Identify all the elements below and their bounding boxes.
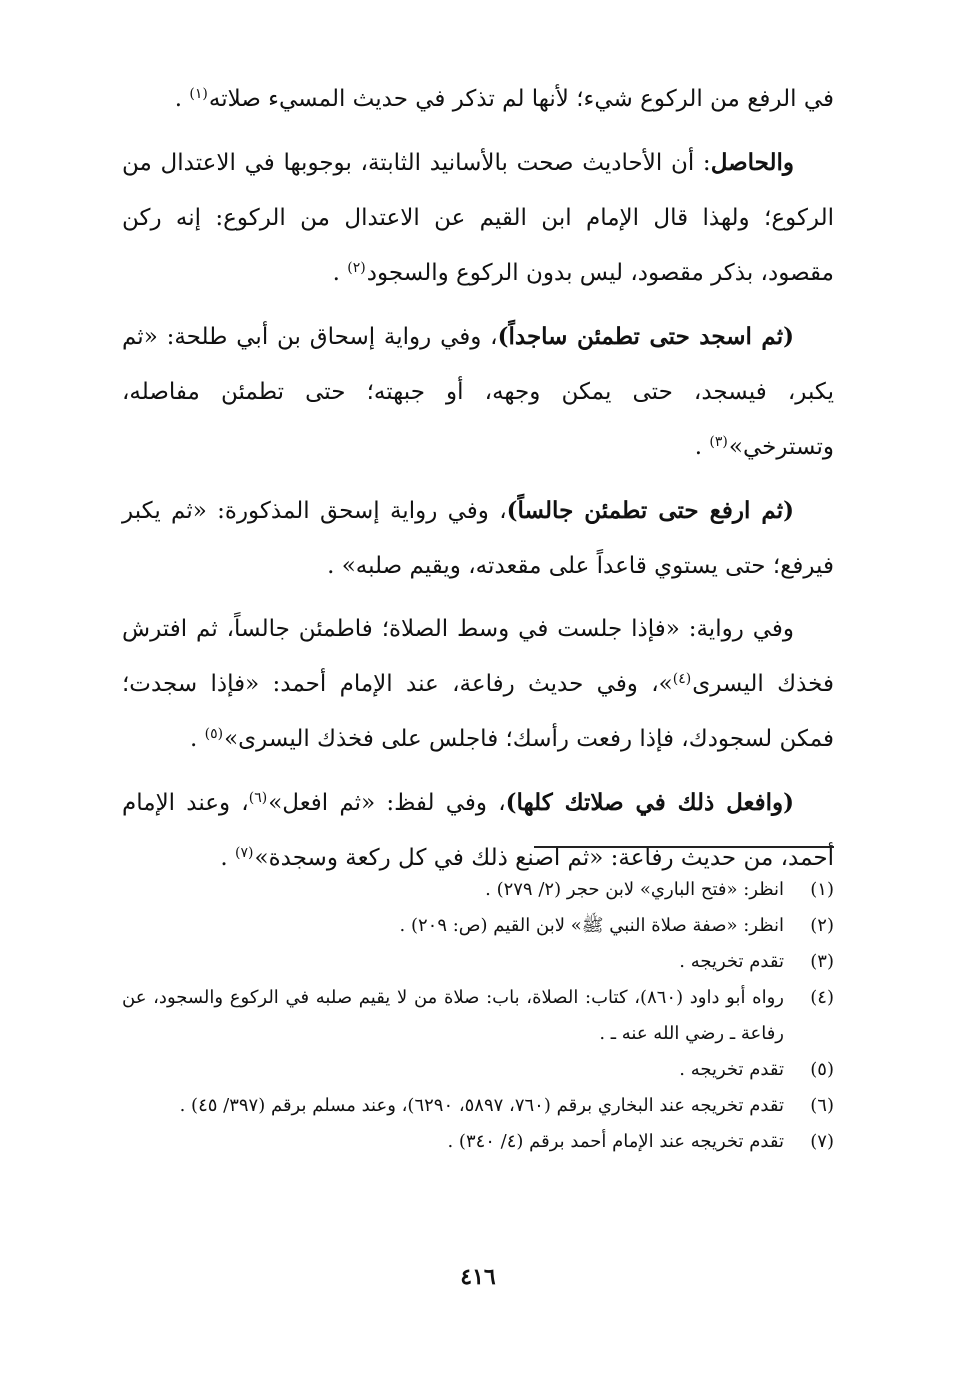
footnote-item bbox=[122, 944, 834, 980]
paragraph-5 bbox=[122, 602, 834, 767]
paragraph-text: ، وفي رواية إسحق المذكورة: «ثم يكبر فيرفع؛ حتى يستوي قاعداً على مقعدته، ويقيم صلبه» . bbox=[122, 498, 834, 579]
footnote-item bbox=[122, 1052, 834, 1088]
paragraph-tail: »، وفي حديث رفاعة، عند الإمام أحمد: «فإذا سجدت؛ فمكن لسجودك، فإذا رفعت رأسك؛ فاجلس على فخذك اليسرى» bbox=[122, 671, 834, 752]
paragraph-tail: ، وعند الإمام أحمد، من حديث رفاعة: «ثم اصنع ذلك في كل ركعة وسجدة» bbox=[122, 790, 834, 871]
paragraph-tail: . bbox=[220, 845, 236, 871]
paragraph-tail: . bbox=[190, 726, 205, 752]
paragraph-tail: . bbox=[332, 260, 348, 286]
paragraph-2 bbox=[122, 135, 834, 301]
paragraph-tail: . bbox=[694, 434, 710, 460]
footnote-ref[interactable]: (٢) bbox=[347, 259, 366, 276]
footnote-number: (٢) bbox=[810, 915, 834, 936]
footnote-ref[interactable]: (٥) bbox=[204, 725, 224, 742]
paragraph-3 bbox=[122, 309, 834, 475]
footnote-text: رواه أبو داود (٨٦٠)، كتاب: الصلاة، باب: صلاة من لا يقيم صلبه في الركوع والسجود، عن رفاعة ـ رضي الله عنه ـ . bbox=[122, 987, 784, 1044]
footnote-item bbox=[122, 872, 834, 908]
paragraph-1 bbox=[122, 72, 834, 127]
page-number: ٤١٦ bbox=[460, 1264, 496, 1290]
footnote-item bbox=[122, 1088, 834, 1124]
footnote-ref[interactable]: (١) bbox=[189, 85, 208, 102]
paragraph-text: في الرفع من الركوع شيء؛ لأنها لم تذكر في حديث المسيء صلاته bbox=[208, 86, 834, 112]
footnote-item bbox=[122, 980, 834, 1052]
paragraph-lead: (ثم اسجد حتى تطمئن ساجداً) bbox=[497, 323, 794, 350]
footnote-number: (١) bbox=[810, 879, 834, 900]
footnote-number: (٧) bbox=[810, 1131, 834, 1152]
footnote-text: انظر: «صفة صلاة النبي ﷺ» لابن القيم (ص: ٢٠٩) . bbox=[399, 915, 784, 936]
footnote-ref[interactable]: (٦) bbox=[248, 789, 268, 806]
paragraph-text: : أن الأحاديث صحت بالأسانيد الثابتة، بوجوبها في الاعتدال من الركوع؛ ولهذا قال الإمام ابن القيم عن الاعتدال من الركوع: إنه ركن مقصود، بذكر مقصود، ليس بدون الركوع والسجود bbox=[122, 150, 834, 286]
paragraph-text: ، وفي لفظ: «ثم افعل» bbox=[268, 790, 506, 816]
footnote-text: تقدم تخريجه . bbox=[679, 951, 784, 972]
footnotes bbox=[122, 872, 834, 1160]
footnote-text: انظر: «فتح الباري» لابن حجر (٢/ ٢٧٩) . bbox=[485, 879, 784, 900]
footnote-number: (٣) bbox=[810, 951, 834, 972]
footnote-number: (٥) bbox=[810, 1059, 834, 1080]
paragraph-text: وفي رواية: «فإذا جلست في وسط الصلاة؛ فاطمئن جالساً، ثم افترش فخذك اليسرى bbox=[122, 616, 834, 697]
footnote-number: (٦) bbox=[810, 1095, 834, 1116]
paragraph-lead: (وافعل ذلك في صلاتك كلها) bbox=[505, 789, 794, 816]
footnote-divider bbox=[534, 846, 834, 848]
footnote-item bbox=[122, 1124, 834, 1160]
footnote-ref[interactable]: (٤) bbox=[672, 670, 692, 687]
paragraph-4 bbox=[122, 483, 834, 594]
main-text bbox=[122, 72, 834, 894]
footnote-ref[interactable]: (٧) bbox=[235, 844, 254, 861]
footnote-ref[interactable]: (٣) bbox=[709, 433, 728, 450]
paragraph-tail: . bbox=[174, 86, 190, 112]
footnote-text: تقدم تخريجه عند البخاري برقم (٧٦٠، ٥٨٩٧، ٦٢٩٠)، وعند مسلم برقم (٣٩٧/ ٤٥) . bbox=[179, 1095, 784, 1116]
paragraph-text: ، وفي رواية إسحاق بن أبي طلحة: «ثم يكبر، فيسجد، حتى يمكن وجهه، أو جبهته؛ حتى تطمئن مفاصله، وتسترخي» bbox=[122, 324, 834, 460]
footnote-item bbox=[122, 908, 834, 944]
footnote-number: (٤) bbox=[810, 987, 834, 1008]
footnote-text: تقدم تخريجه . bbox=[679, 1059, 784, 1080]
paragraph-lead: والحاصل bbox=[710, 149, 794, 176]
paragraph-6 bbox=[122, 775, 834, 886]
footnote-text: تقدم تخريجه عند الإمام أحمد برقم (٤/ ٣٤٠) . bbox=[447, 1131, 784, 1152]
paragraph-lead: (ثم ارفع حتى تطمئن جالساً) bbox=[506, 497, 794, 524]
